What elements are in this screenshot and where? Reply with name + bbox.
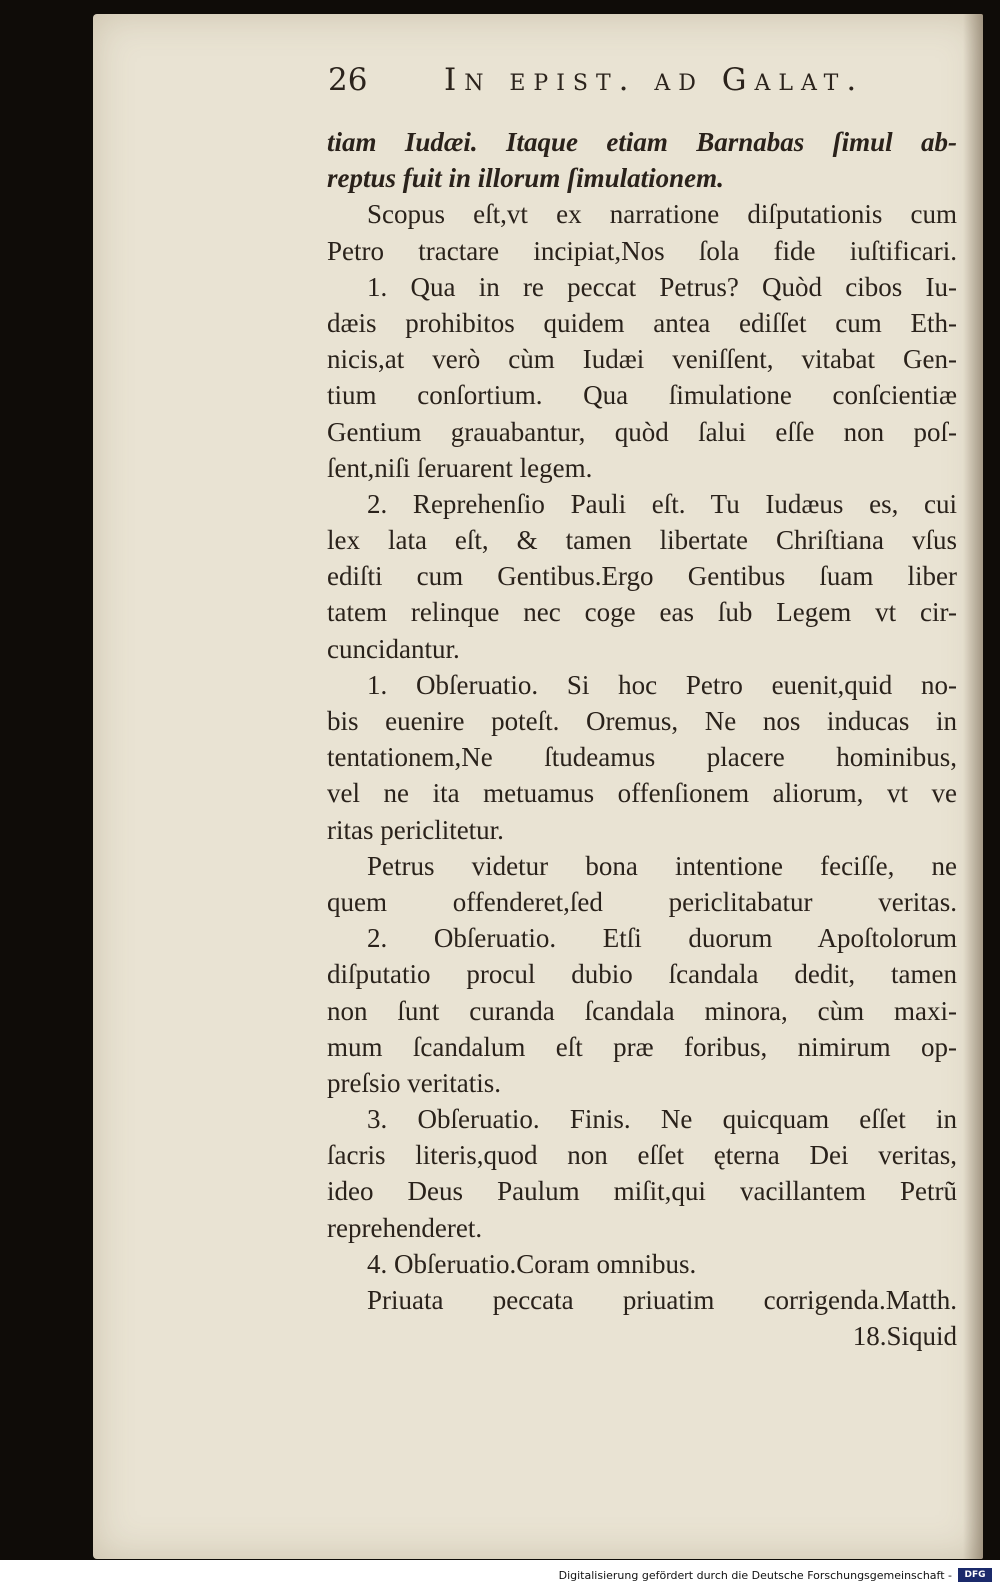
text-line: 1. Obſeruatio. Si hoc Petro euenit,quid no- [367, 669, 957, 700]
text-line: nicis,at verò cùm Iudæi veniſſent, vitabat Gen- [327, 344, 957, 375]
text-line: quem offenderet,ſed periclitabatur veritas. [327, 886, 957, 917]
text-line: bis euenire poteſt. Oremus, Ne nos inducas in [327, 706, 957, 736]
text-line: 4. Obſeruatio.Coram omnibus. [367, 1248, 697, 1279]
text-line: 3. Obſeruatio. Finis. Ne quicquam eſſet in [367, 1104, 957, 1135]
running-title: In epist. ad Galat. [444, 62, 865, 98]
text-line: lex lata eſt, & tamen libertate Chriſtiana vſus [327, 525, 957, 556]
text-line: ſacris literis,quod non eſſet ęterna Dei veritas, [327, 1140, 957, 1171]
text-line: reprehenderet. [327, 1212, 483, 1243]
text-line: 2. Reprehenſio Pauli eſt. Tu Iudæus es, cui [367, 488, 957, 519]
text-line: Petro tractare incipiat,Nos ſola fide iuſtificari. [327, 235, 957, 266]
text-line: dæis prohibitos quidem antea ediſſet cum Eth- [327, 307, 957, 338]
text-line: diſputatio procul dubio ſcandala dedit, tamen [327, 959, 957, 990]
text-line: ſent,niſi ſeruarent legem. [327, 452, 593, 483]
text-line: non ſunt curanda ſcandala minora, cùm maxi- [327, 995, 957, 1026]
text-line: ideo Deus Paulum miſit,qui vacillantem Petrũ [327, 1176, 957, 1207]
catchword: 18.Siquid [852, 1321, 957, 1352]
text-line: reptus fuit in illorum ſimulationem. [327, 163, 724, 194]
text-line: Petrus videtur bona intentione feciſſe, ne [367, 850, 957, 881]
text-line: Gentium grauabantur, quòd ſalui eſſe non poſ- [327, 416, 957, 447]
digitization-footer [0, 1560, 1000, 1590]
text-line: tatem relinque nec coge eas ſub Legem vt cir- [327, 597, 957, 628]
page-number: 26 [328, 62, 368, 98]
page-header [232, 62, 952, 108]
text-line: ediſti cum Gentibus.Ergo Gentibus ſuam liber [327, 561, 957, 592]
text-line: cuncidantur. [327, 633, 460, 664]
text-line: tiam Iudæi. Itaque etiam Barnabas ſimul ab- [327, 127, 957, 157]
text-line: tentationem,Ne ſtudeamus placere hominibus, [327, 742, 957, 773]
text-line: ritas periclitetur. [327, 814, 504, 845]
funding-credit: Digitalisierung gefördert durch die Deutsche Forschungsgemeinschaft - [558, 1569, 952, 1582]
body-text [327, 124, 957, 1354]
text-line: 1. Qua in re peccat Petrus? Quòd cibos Iu- [367, 271, 957, 302]
dfg-logo: DFG [958, 1568, 992, 1582]
text-line: tium conſortium. Qua ſimulatione conſcientiæ [327, 380, 957, 411]
text-line: vel ne ita metuamus offenſionem aliorum, vt ve [327, 778, 957, 809]
text-line: 2. Obſeruatio. Etſi duorum Apoſtolorum [367, 923, 957, 954]
text-line: mum ſcandalum eſt præ foribus, nimirum op- [327, 1031, 957, 1062]
text-line: Scopus eſt,vt ex narratione diſputationis cum [367, 199, 957, 230]
text-line: preſsio veritatis. [327, 1067, 501, 1098]
text-line: Priuata peccata priuatim corrigenda.Matth. [367, 1285, 957, 1315]
